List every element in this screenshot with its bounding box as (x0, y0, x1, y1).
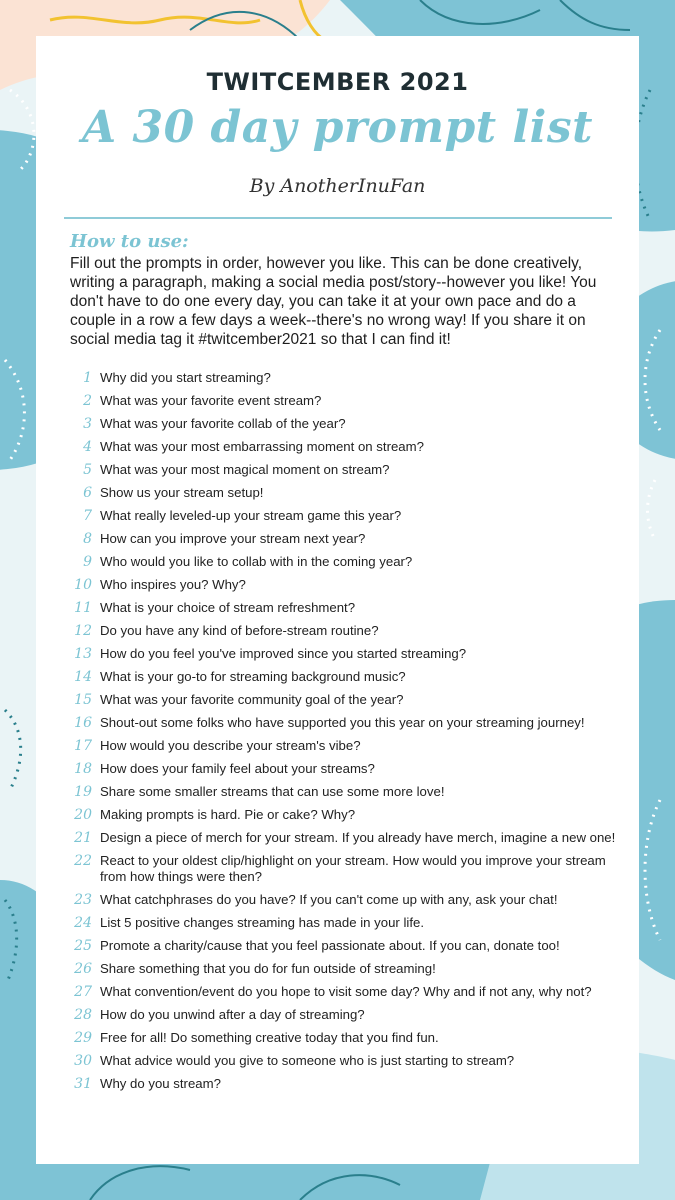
prompt-text: Making prompts is hard. Pie or cake? Why? (100, 807, 356, 822)
prompt-item (64, 892, 624, 908)
prompt-text: Share some smaller streams that can use some more love! (100, 784, 445, 799)
prompt-item (64, 370, 624, 386)
prompt-number: 10 (74, 577, 92, 593)
prompt-item (64, 393, 624, 409)
prompt-text: React to your oldest clip/highlight on your stream. How would you improve your stream from how things were then? (100, 853, 606, 884)
prompt-number: 9 (83, 554, 92, 570)
how-to-use-label: How to use: (70, 231, 189, 252)
prompt-item (64, 646, 624, 662)
prompt-number: 8 (83, 531, 92, 547)
prompt-number: 23 (74, 892, 92, 908)
prompt-item (64, 961, 624, 977)
prompt-number: 16 (74, 715, 92, 731)
prompt-item (64, 462, 624, 478)
prompt-number: 7 (83, 508, 92, 524)
prompt-number: 17 (74, 738, 92, 754)
prompt-number: 24 (74, 915, 92, 931)
prompt-text: How would you describe your stream's vibe? (100, 738, 361, 753)
prompt-item (64, 439, 624, 455)
prompt-text: How do you unwind after a day of streaming? (100, 1007, 365, 1022)
prompt-item (64, 984, 624, 1000)
prompt-text: What was your favorite community goal of the year? (100, 692, 404, 707)
prompt-text: What was your most magical moment on stream? (100, 462, 390, 477)
prompt-item (64, 938, 624, 954)
prompt-text: What was your favorite collab of the year? (100, 416, 346, 431)
prompt-text: Design a piece of merch for your stream. If you already have merch, imagine a new one! (100, 830, 616, 845)
prompt-item (64, 600, 624, 616)
prompt-item (64, 784, 624, 800)
prompt-number: 2 (83, 393, 92, 409)
prompt-number: 19 (74, 784, 92, 800)
prompt-text: What really leveled-up your stream game this year? (100, 508, 402, 523)
prompt-text: Why do you stream? (100, 1076, 221, 1091)
prompt-number: 5 (83, 462, 92, 478)
prompt-text: What convention/event do you hope to visit some day? Why and if not any, why not? (100, 984, 592, 999)
prompt-number: 1 (83, 370, 92, 386)
prompt-number: 30 (74, 1053, 92, 1069)
prompt-text: List 5 positive changes streaming has made in your life. (100, 915, 424, 930)
prompt-number: 21 (74, 830, 92, 846)
prompt-text: What was your favorite event stream? (100, 393, 322, 408)
prompt-item (64, 485, 624, 501)
prompt-item (64, 715, 624, 731)
prompt-item (64, 554, 624, 570)
prompt-item (64, 669, 624, 685)
prompt-text: How do you feel you've improved since you started streaming? (100, 646, 467, 661)
prompt-number: 11 (74, 600, 92, 616)
page-subtitle: A 30 day prompt list (82, 102, 593, 153)
page-title: TWITCEMBER 2021 (206, 68, 469, 96)
prompt-number: 25 (74, 938, 92, 954)
prompt-item (64, 1076, 624, 1092)
prompt-number: 14 (74, 669, 92, 685)
prompt-number: 6 (83, 485, 92, 501)
prompt-text: What is your go-to for streaming background music? (100, 669, 406, 684)
prompt-text: Do you have any kind of before-stream routine? (100, 623, 379, 638)
prompt-item (64, 531, 624, 547)
prompt-number: 13 (74, 646, 92, 662)
prompt-item (64, 1007, 624, 1023)
prompt-number: 20 (74, 807, 92, 823)
prompt-text: Why did you start streaming? (100, 370, 271, 385)
prompt-item (64, 807, 624, 823)
prompt-number: 12 (74, 623, 92, 639)
prompt-item (64, 692, 624, 708)
prompt-card (36, 36, 639, 1164)
prompt-number: 3 (83, 416, 92, 432)
prompt-number: 15 (74, 692, 92, 708)
prompt-item (64, 416, 624, 432)
prompt-text: Free for all! Do something creative today that you find fun. (100, 1030, 439, 1045)
prompt-number: 28 (74, 1007, 92, 1023)
author-byline: By AnotherInuFan (249, 175, 426, 197)
prompt-item (64, 761, 624, 777)
prompt-text: Promote a charity/cause that you feel passionate about. If you can, donate too! (100, 938, 560, 953)
prompt-text: How does your family feel about your streams? (100, 761, 375, 776)
prompt-text: What advice would you give to someone who is just starting to stream? (100, 1053, 515, 1068)
prompt-text: What was your most embarrassing moment on stream? (100, 439, 424, 454)
prompt-number: 31 (74, 1076, 92, 1092)
prompt-item (64, 623, 624, 639)
prompt-item (64, 1030, 624, 1046)
prompt-text: Who inspires you? Why? (100, 577, 246, 592)
prompt-item (64, 830, 624, 846)
how-to-use-text: Fill out the prompts in order, however you like. This can be done creatively, writing a paragraph, making a social media post/story--however you like! You don't have to do one every day, you can take it at your own pace and do a couple in a row a few days a week--there's no wrong way! If you share it on social media tag it #twitcember2021 so that I can find it! (70, 255, 597, 348)
prompt-number: 29 (74, 1030, 92, 1046)
prompt-number: 4 (83, 439, 92, 455)
prompt-text: What catchphrases do you have? If you can't come up with any, ask your chat! (100, 892, 558, 907)
prompt-item (64, 853, 624, 885)
prompt-item (64, 577, 624, 593)
prompt-text: Share something that you do for fun outside of streaming! (100, 961, 436, 976)
prompt-number: 27 (74, 984, 92, 1000)
prompt-item (64, 1053, 624, 1069)
prompt-number: 22 (74, 853, 92, 869)
prompt-text: Who would you like to collab with in the coming year? (100, 554, 413, 569)
prompt-text: What is your choice of stream refreshment? (100, 600, 356, 615)
prompt-text: How can you improve your stream next year? (100, 531, 366, 546)
prompt-number: 18 (74, 761, 92, 777)
prompt-number: 26 (74, 961, 92, 977)
prompt-text: Shout-out some folks who have supported you this year on your streaming journey! (100, 715, 585, 730)
title-divider (64, 217, 612, 219)
prompt-list (64, 370, 624, 1099)
prompt-text: Show us your stream setup! (100, 485, 264, 500)
prompt-item (64, 508, 624, 524)
prompt-item (64, 915, 624, 931)
prompt-item (64, 738, 624, 754)
